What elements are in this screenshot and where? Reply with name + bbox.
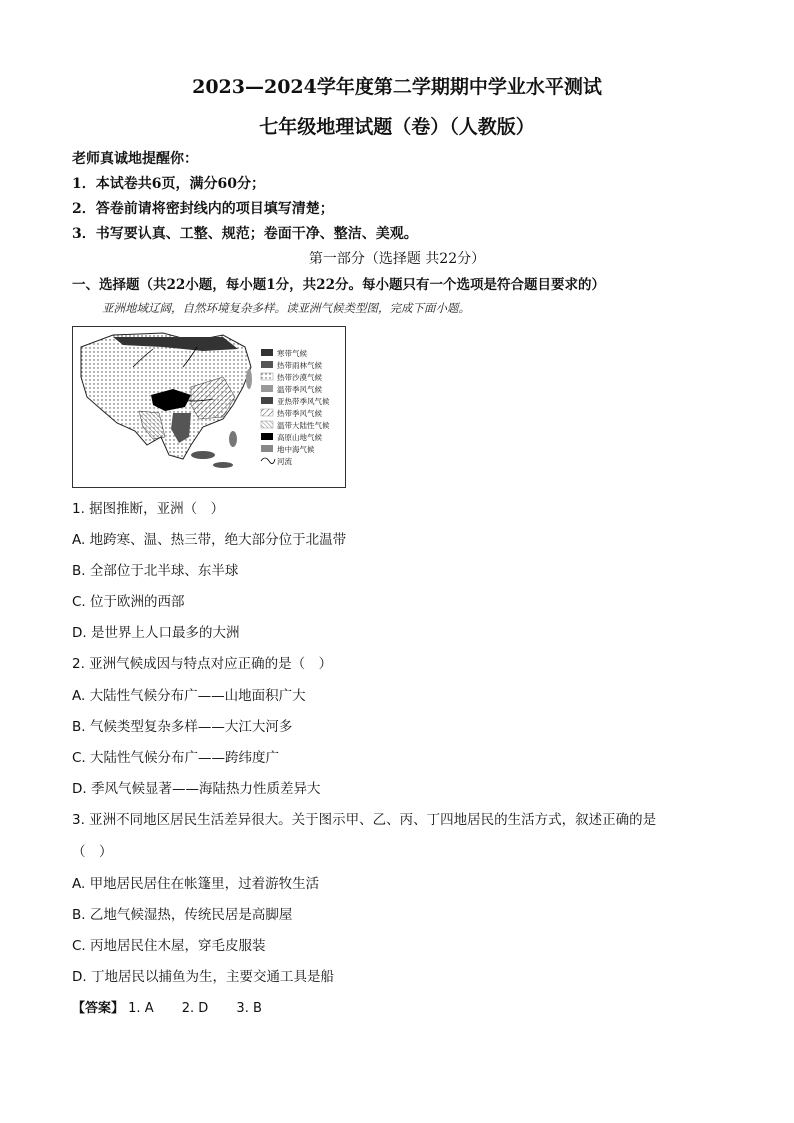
map-legend [261,348,330,466]
legend-label: 亚热带季风气候 [277,397,330,406]
question-3-stem-bracket: （ ） [72,844,113,860]
question-2-option-a[interactable]: A. 大陆性气候分布广——山地面积广大 [72,688,306,704]
legend-swatch [261,385,273,392]
notice-item-3: 3．书写要认真、工整、规范；卷面干净、整洁、美观。 [72,226,418,242]
island [246,369,252,389]
asia-climate-map [72,326,346,488]
legend-swatch [261,409,273,416]
question-3-option-c[interactable]: C. 丙地居民住木屋，穿毛皮服装 [72,938,266,954]
question-3-stem: 3. 亚洲不同地区居民生活差异很大。关于图示甲、乙、丙、丁四地居民的生活方式，叙述正确的是 [72,812,657,828]
notice-item-2: 2．答卷前请将密封线内的项目填写清楚； [72,201,334,217]
question-2-option-d[interactable]: D. 季风气候显著——海陆热力性质差异大 [72,781,321,797]
question-1-stem: 1. 据图推断，亚洲（ ） [72,501,225,517]
island [191,451,215,459]
question-3-option-b[interactable]: B. 乙地气候湿热，传统民居是高脚屋 [72,907,293,923]
question-2-option-b[interactable]: B. 气候类型复杂多样——大江大河多 [72,719,293,735]
legend-label: 热带雨林气候 [277,361,322,370]
answer-item: 2. D [181,1001,209,1016]
question-1-option-b[interactable]: B. 全部位于北半球、东半球 [72,563,239,579]
answer-item: 3. B [236,1001,262,1016]
question-3-option-a[interactable]: A. 甲地居民居住在帐篷里，过着游牧生活 [72,876,320,892]
notice-item-1: 1．本试卷共6页，满分60分； [72,176,265,192]
answer-item: 1. A [128,1001,154,1016]
river-legend-icon [261,458,275,464]
question-2-stem: 2. 亚洲气候成因与特点对应正确的是（ ） [72,656,333,672]
exam-title: 2023—2024学年度第二学期期中学业水平测试 [192,76,602,98]
question-intro: 亚洲地域辽阔，自然环境复杂多样。读亚洲气候类型图，完成下面小题。 [102,301,470,315]
question-1-option-a[interactable]: A. 地跨寒、温、热三带，绝大部分位于北温带 [72,532,347,548]
answer-line [72,997,262,1016]
part-title: 第一部分（选择题 共22分） [308,251,486,267]
section-heading: 一、选择题（共22小题，每小题1分，共22分。每小题只有一个选项是符合题目要求的） [72,277,605,293]
question-2-option-c[interactable]: C. 大陆性气候分布广——跨纬度广 [72,750,280,766]
legend-label: 地中海气候 [277,445,315,454]
question-3-option-d[interactable]: D. 丁地居民以捕鱼为生，主要交通工具是船 [72,969,334,985]
legend-swatch [261,433,273,440]
legend-label: 河流 [277,457,292,466]
legend-swatch [261,397,273,404]
island [229,431,237,447]
legend-swatch [261,373,273,380]
legend-label: 高原山地气候 [277,433,322,442]
legend-swatch [261,445,273,452]
legend-swatch [261,361,273,368]
legend-label: 热带季风气候 [277,409,322,418]
map-graphic [73,327,345,487]
island [213,462,233,468]
legend-label: 寒带气候 [277,349,307,358]
legend-label: 温带季风气候 [277,385,322,394]
answer-tag: 【答案】 [72,1001,125,1016]
notice-heading: 老师真诚地提醒你： [72,151,198,167]
question-1-option-c[interactable]: C. 位于欧洲的西部 [72,594,185,610]
exam-subtitle: 七年级地理试题（卷）（人教版） [259,116,535,138]
legend-label: 热带沙漠气候 [277,373,322,382]
question-1-option-d[interactable]: D. 是世界上人口最多的大洲 [72,625,240,641]
legend-swatch [261,421,273,428]
legend-swatch [261,349,273,356]
legend-label: 温带大陆性气候 [277,421,330,430]
